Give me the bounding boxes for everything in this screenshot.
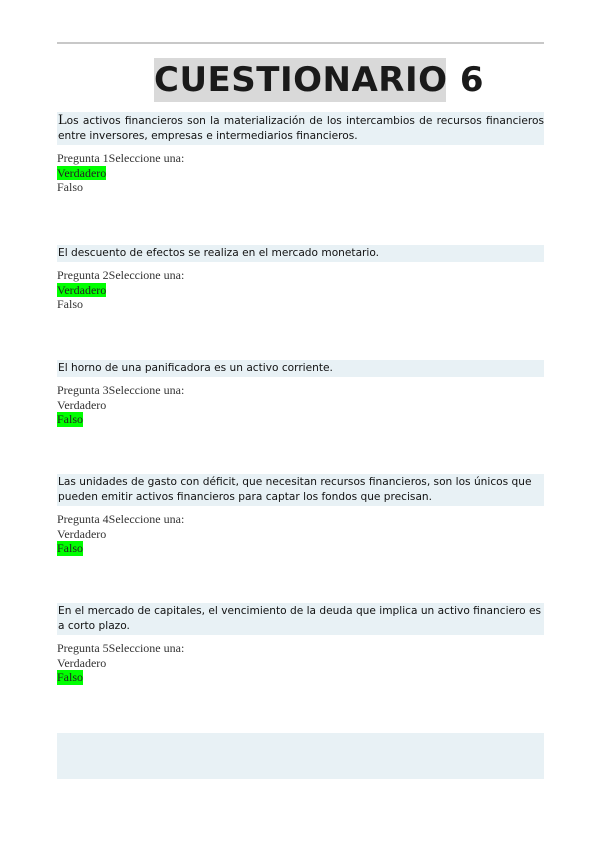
question-1-text [57, 112, 544, 145]
question-5-label: Pregunta 5Seleccione una: [57, 641, 185, 655]
question-2-option-true[interactable]: Verdadero [57, 282, 107, 297]
question-1-initial: L [58, 113, 67, 128]
empty-question-bar [57, 733, 544, 779]
question-1-text-rest: os activos financieros son la materialización de los intercambios de recursos financieros entre inversores, empresas e intermediarios financieros. [58, 115, 544, 142]
question-1-label: Pregunta 1Seleccione una: [57, 151, 185, 165]
question-5-option-false[interactable]: Falso [57, 670, 84, 684]
question-2-text: El descuento de efectos se realiza en el mercado monetario. [57, 245, 544, 262]
question-2-option-false[interactable]: Falso [57, 297, 84, 311]
question-1-answers [57, 151, 544, 195]
question-2-label: Pregunta 2Seleccione una: [57, 268, 185, 282]
question-4-text: Las unidades de gasto con déficit, que necesitan recursos financieros, son los únicos que pueden emitir activos financieros para captar los fondos que precisan. [57, 474, 544, 506]
question-3-answers [57, 383, 544, 427]
question-4-label: Pregunta 4Seleccione una: [57, 512, 185, 526]
question-3-label: Pregunta 3Seleccione una: [57, 383, 185, 397]
question-1-option-true[interactable]: Verdadero [57, 165, 107, 180]
question-4-answers [57, 512, 544, 556]
question-2-answers [57, 268, 544, 312]
question-3-text: El horno de una panificadora es un activo corriente. [57, 360, 544, 377]
question-1-option-false[interactable]: Falso [57, 180, 84, 194]
question-3 [57, 360, 544, 427]
question-1 [57, 112, 544, 195]
question-3-option-true[interactable]: Verdadero [57, 397, 107, 412]
top-divider [57, 42, 544, 44]
question-2 [57, 245, 544, 312]
question-5-option-true[interactable]: Verdadero [57, 655, 107, 670]
question-4 [57, 474, 544, 556]
question-5-text: En el mercado de capitales, el vencimiento de la deuda que implica un activo financiero es a corto plazo. [57, 603, 544, 635]
page-title: CUESTIONARIO 6 [154, 60, 485, 100]
question-4-option-true[interactable]: Verdadero [57, 526, 107, 541]
question-4-option-false[interactable]: Falso [57, 541, 84, 555]
question-5 [57, 603, 544, 685]
question-5-answers [57, 641, 544, 685]
question-3-option-false[interactable]: Falso [57, 412, 84, 426]
